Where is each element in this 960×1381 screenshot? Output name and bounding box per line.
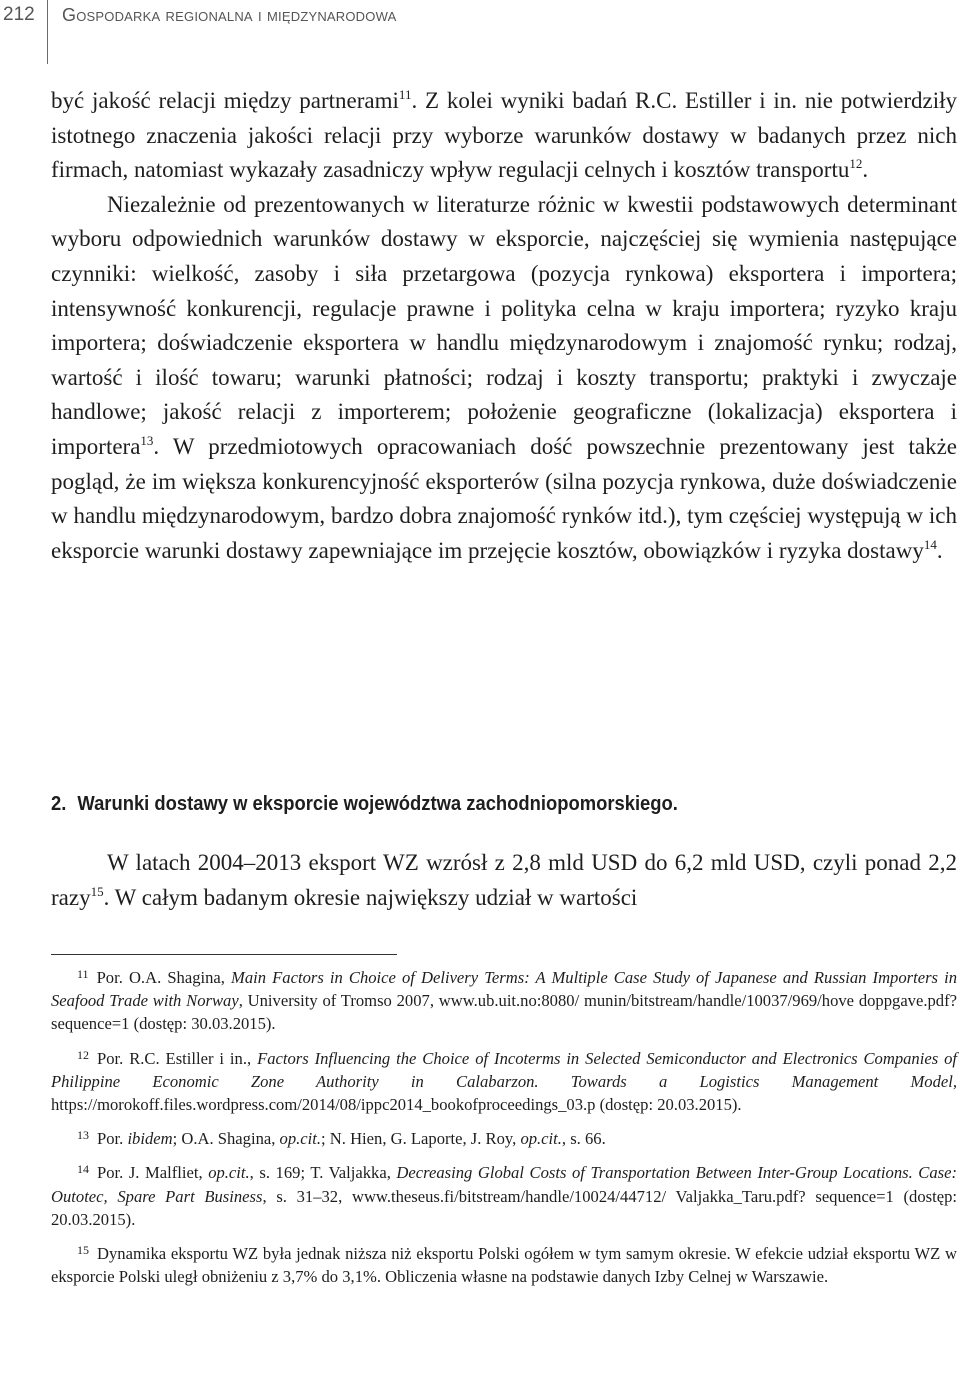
footnote-separator [51, 954, 397, 955]
footnote-13: $^{13}$ Por. ibidem; O.A. Shagina, op.cit.; N. Hien, G. Laporte, J. Roy, op.cit., s. 66. [77, 1128, 606, 1149]
footnote-11: $^{11}$ Por. O.A. Shagina, Main Factors in Choice of Delivery Terms: A Multiple Case Study of Japanese and Russian Importers in Seafood Trade with Norway, University of Tromso 2007, www.ub.uit.no:8080/ munin/bitstream/handle/10037/969/hove doppgave.pdf?sequence=1 (dostęp: 30.03.2015). [51, 967, 957, 1034]
footnote-15: $^{15}$ Dynamika eksportu WZ była jednak niższa niż eksportu Polski ogółem w tym samym okresie. W efekcie udział eksportu WZ w eksporcie Polski uległ obniżeniu z 3,7% do 3,1%. Obliczenia własne na podstawie danych Izby Celnej w Warszawie. [51, 1243, 957, 1287]
footnote-ref-15: 15 [90, 883, 104, 899]
footnote-ref-13: 13 [140, 432, 154, 448]
section-title: Warunki dostawy w eksporcie województwa zachodniopomorskiego. [77, 793, 678, 815]
page-header [0, 0, 960, 66]
footnote-14: $^{14}$ Por. J. Malfliet, op.cit., s. 169; T. Valjakka, Decreasing Global Costs of Transportation Between Inter-Group Locations. Case: Outotec, Spare Part Business, s. 31–32, www.theseus.fi/bitstream/handle/10024/44712/ Valjakka_Taru.pdf? sequence=1 (dostęp: 20.03.2015). [51, 1162, 958, 1229]
running-title: Gospodarka regionalna i międzynarodowa [62, 5, 397, 25]
page-number: 212 [3, 4, 35, 25]
section-heading [51, 793, 678, 816]
body-text-lower [51, 846, 957, 915]
paragraph-1: być jakość relacji między partnerami$^{11}$. Z kolei wyniki badań R.C. Estiller i in. nie potwierdziły istotnego znaczenia jakości relacji przy wyborze warunków dostawy w badanych przez nich firmach, natomiast wykazały zasadniczy wpływ regulacji celnych i kosztów transportu$^{12}$. [51, 87, 957, 183]
paragraph-3: W latach 2004–2013 eksport WZ wzrósł z 2,8 mld USD do 6,2 mld USD, czyli ponad 2,2 razy$^{15}$. W całym badanym okresie największy udział w wartości [51, 850, 957, 910]
footnote-ref-11: 11 [398, 87, 412, 102]
footnote-ref-14: 14 [923, 536, 937, 552]
paragraph-2: Niezależnie od prezentowanych w literaturze różnic w kwestii podstawowych determinant wyboru odpowiednich warunków dostawy w eksporcie, najczęściej się wymienia następujące czynniki: wielkość, zasoby i siła przetargowa (pozycja rynkowa) eksportera i importera; intensywność konkurencji, regulacje prawne i polityka celna w kraju importera; ryzyko kraju importera; doświadczenie eksportera w handlu międzynarodowym i znajomość rynku; rodzaj, wartość i ilość towaru; warunki płatności; rodzaj i koszty transportu; praktyki i zwyczaje handlowe; jakość relacji z importerem; położenie geograficzne (lokalizacja) eksportera i importera$^{13}$. W przedmiotowych opracowaniach dość powszechnie prezentowany jest także pogląd, że im większa konkurencyjność eksporterów (silna pozycja rynkowa, duże doświadczenie w handlu międzynarodowym, bardzo dobra znajomość rynków itd.), tym częściej występują w ich eksporcie warunki dostawy zapewniające im przejęcie kosztów, obowiązków i ryzyka dostawy$^{14}$. [51, 191, 957, 563]
section-number: 2. [51, 793, 67, 815]
footnote-12: $^{12}$ Por. R.C. Estiller i in., Factors Influencing the Choice of Incoterms in Selected Semiconductor and Electronics Companies of Philippine Economic Zone Authority in Calabarzon. Towards a Logistics Management Model, https://morokoff.files.wordpress.com/2014/08/ippc2014_bookofproceedings_03.p (dostęp: 20.03.2015). [51, 1047, 957, 1115]
header-divider [47, 0, 48, 64]
body-text-upper [51, 84, 957, 568]
footnotes [51, 966, 957, 1299]
footnote-ref-12: 12 [849, 156, 863, 172]
